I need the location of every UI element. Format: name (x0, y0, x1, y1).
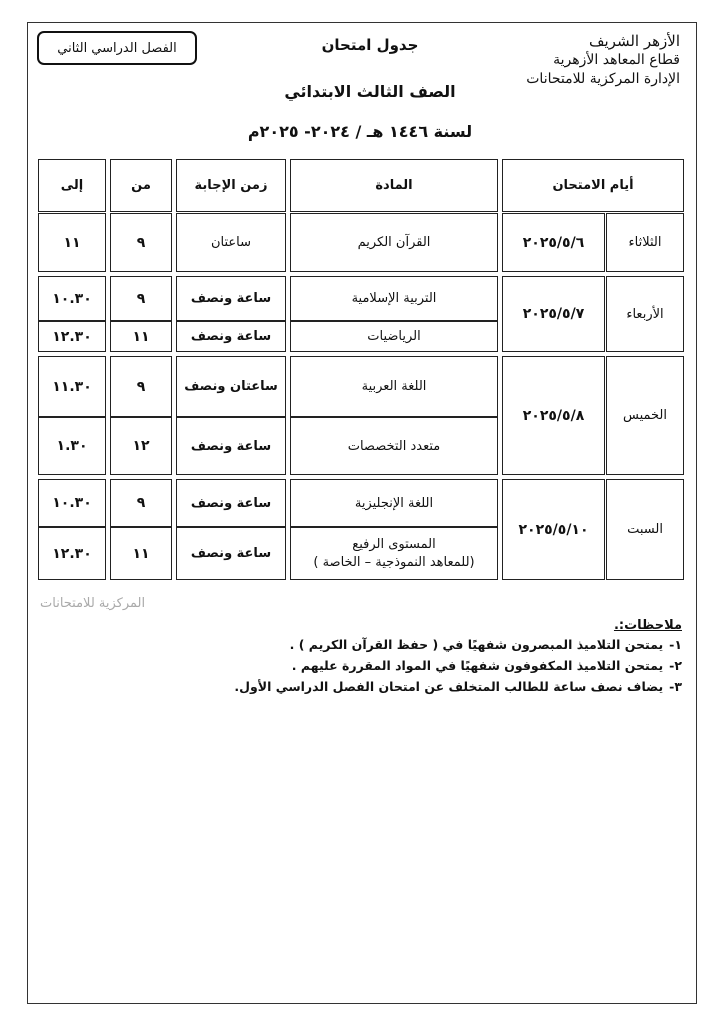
subject-cell: اللغة العربية (290, 356, 498, 417)
from-cell: ٩ (110, 213, 172, 272)
duration-cell: ساعة ونصف (176, 276, 286, 321)
note-item (292, 658, 682, 673)
header-days: أيام الامتحان (502, 159, 684, 212)
date-cell: ٢٠٢٥/٥/٧ (502, 276, 605, 352)
azhar-logo (510, 32, 680, 89)
term-label: الفصل الدراسي الثاني (37, 31, 197, 65)
to-cell: ١٢.٣٠ (38, 527, 106, 580)
note-number: ١- (669, 637, 682, 652)
header-subject: المادة (290, 159, 498, 212)
subject-cell: متعدد التخصصات (290, 417, 498, 475)
to-cell: ١١.٣٠ (38, 356, 106, 417)
from-cell: ٩ (110, 356, 172, 417)
logo-line-1: الأزهر الشريف (588, 32, 680, 50)
to-cell: ١.٣٠ (38, 417, 106, 475)
date-cell: ٢٠٢٥/٥/١٠ (502, 479, 605, 580)
duration-cell: ساعة ونصف (176, 527, 286, 580)
day-cell: الأربعاء (606, 276, 684, 352)
subject-cell: التربية الإسلامية (290, 276, 498, 321)
to-cell: ١٢.٣٠ (38, 321, 106, 352)
from-cell: ٩ (110, 276, 172, 321)
subject-name: المستوى الرفيع (352, 536, 436, 552)
to-cell: ١٠.٣٠ (38, 276, 106, 321)
from-cell: ٩ (110, 479, 172, 527)
header-duration: زمن الإجابة (176, 159, 286, 212)
duration-cell: ساعة ونصف (176, 479, 286, 527)
header-from: من (110, 159, 172, 212)
note-item (234, 679, 682, 694)
note-text: يمتحن التلاميذ المكفوفون شفهيًا في المواد المقررة عليهم . (291, 658, 664, 673)
subject-cell (290, 527, 498, 580)
note-text: يضاف نصف ساعة للطالب المتخلف عن امتحان الفصل الدراسي الأول. (234, 679, 664, 694)
header-to: إلى (38, 159, 106, 212)
from-cell: ١١ (110, 321, 172, 352)
day-cell: الثلاثاء (606, 213, 684, 272)
subject-note: (للمعاهد النموذجية – الخاصة ) (313, 554, 475, 570)
day-cell: الخميس (606, 356, 684, 475)
day-cell: السبت (606, 479, 684, 580)
subject-cell: الرياضيات (290, 321, 498, 352)
notes-title: ملاحظات:. (613, 618, 682, 633)
note-text: يمتحن التلاميذ المبصرون شفهيًا في ( حفظ القرآن الكريم ) . (289, 637, 664, 652)
duration-cell: ساعة ونصف (176, 321, 286, 352)
duration-cell: ساعتان ونصف (176, 356, 286, 417)
note-number: ٢- (669, 658, 682, 673)
year-title: لسنة ١٤٤٦ هـ / ٢٠٢٤- ٢٠٢٥م (247, 122, 473, 141)
date-cell: ٢٠٢٥/٥/٦ (502, 213, 605, 272)
from-cell: ١١ (110, 527, 172, 580)
subject-cell: اللغة الإنجليزية (290, 479, 498, 527)
logo-line-2: قطاع المعاهد الأزهرية (553, 52, 680, 68)
note-item (290, 637, 682, 652)
date-cell: ٢٠٢٥/٥/٨ (502, 356, 605, 475)
to-cell: ١٠.٣٠ (38, 479, 106, 527)
grade-title: الصف الثالث الابتدائي (284, 82, 456, 101)
subject-cell: القرآن الكريم (290, 213, 498, 272)
note-number: ٣- (669, 679, 682, 694)
duration-cell: ساعتان (176, 213, 286, 272)
duration-cell: ساعة ونصف (176, 417, 286, 475)
logo-line-3: الإدارة المركزية للامتحانات (526, 71, 680, 87)
to-cell: ١١ (38, 213, 106, 272)
document-title: جدول امتحان (321, 36, 419, 54)
watermark: المركزية للامتحانات (40, 596, 146, 611)
from-cell: ١٢ (110, 417, 172, 475)
